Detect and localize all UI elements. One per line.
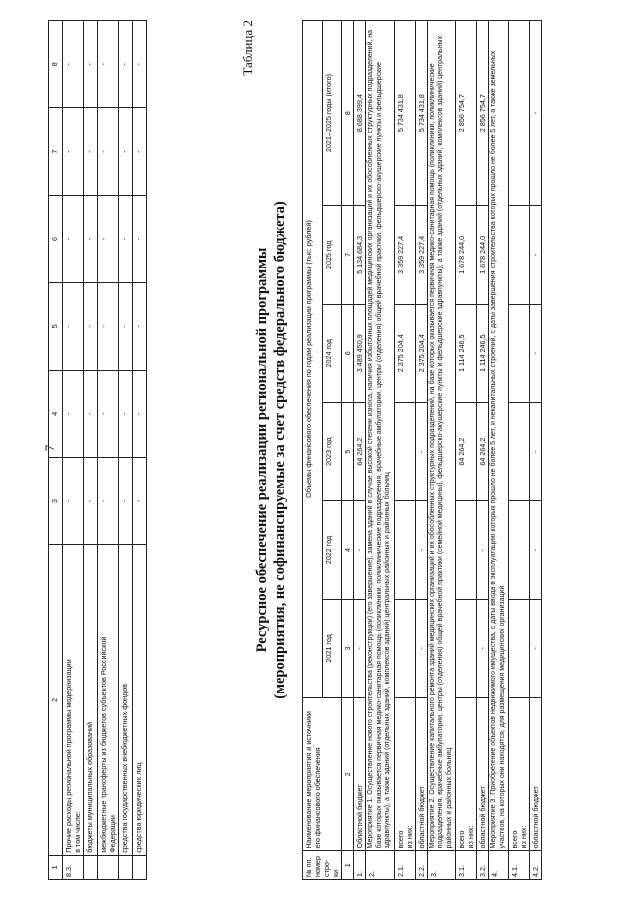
table-row: [489, 21, 509, 880]
row-number: 2.2.: [415, 851, 427, 880]
column-number: 1: [342, 851, 354, 880]
value-cell: [456, 599, 477, 697]
value-cell: [509, 402, 530, 500]
value-cell: -: [98, 370, 119, 457]
value-cell: 5 734 431,8: [415, 21, 427, 206]
value-cell: 2 375 204,4: [394, 304, 415, 402]
value-cell: -: [530, 501, 542, 599]
table-row: [84, 21, 98, 880]
row-number: 8.3.: [63, 855, 84, 879]
table-row: [98, 21, 119, 880]
table1-header-cell: 8: [49, 21, 63, 108]
column-number: 8: [342, 21, 354, 206]
row-number: [84, 855, 98, 879]
value-cell: [509, 206, 530, 304]
table-row: [119, 21, 133, 880]
value-cell: -: [63, 283, 84, 370]
table1-header-cell: 2: [49, 545, 63, 856]
table1-header-cell: 6: [49, 195, 63, 282]
measure-description: Мероприятие 2. Осуществление капитального ремонта зданий медицинских организаций и их обособленных структурных подразделений, на базе которых оказывается первичная медико-санитарная помощь (поликлиники, поликлинические подразделения, врачебные амбулатории, центры (отделения) общей врачебной практики (семейной медицины), фельдшерско-акушерские пункты и фельдшерские здравпункты), а также зданий (отдельных зданий, комплексов зданий) центральных районных и районных больниц: [427, 21, 456, 851]
column-number: 3: [342, 599, 354, 697]
value-cell: 1 678 244,0: [477, 206, 489, 304]
row-label: областной бюджет: [415, 698, 427, 851]
value-cell: -: [119, 21, 133, 108]
row-number: [98, 855, 119, 879]
value-cell: -: [415, 599, 427, 697]
value-cell: 1 678 244,0: [456, 206, 477, 304]
value-cell: -: [63, 370, 84, 457]
row-label: всего из них:: [456, 698, 477, 851]
value-cell: 1 114 246,5: [477, 304, 489, 402]
value-cell: [456, 501, 477, 599]
row-label: Прочие расходы региональной программы модернизации в том числе:: [63, 545, 84, 856]
value-cell: 64 264,2: [456, 402, 477, 500]
row-number: 4.2.: [530, 851, 542, 880]
value-cell: -: [119, 108, 133, 195]
value-cell: -: [84, 21, 98, 108]
value-cell: -: [119, 195, 133, 282]
value-cell: -: [133, 283, 147, 370]
row-number: [133, 855, 147, 879]
value-cell: -: [133, 457, 147, 544]
row-label: областной бюджет: [530, 698, 542, 851]
value-cell: -: [98, 195, 119, 282]
value-cell: -: [133, 21, 147, 108]
row-number: 2.1.: [394, 851, 415, 880]
value-cell: -: [84, 370, 98, 457]
table-row: [63, 21, 84, 880]
value-cell: 5 134 684,3: [354, 206, 366, 304]
value-cell: -: [63, 21, 84, 108]
value-cell: -: [98, 21, 119, 108]
value-cell: -: [415, 402, 427, 500]
year-header: 2021–2025 годы (итого): [322, 21, 342, 206]
table-row: [415, 21, 427, 880]
row-label: всего из них:: [509, 698, 530, 851]
value-cell: [394, 599, 415, 697]
value-cell: 8 688 399,4: [354, 21, 366, 206]
table2-header-row: [303, 21, 323, 880]
value-cell: -: [84, 108, 98, 195]
page-number: 7: [42, 444, 57, 452]
table-row: [456, 21, 477, 880]
header-group: Объемы финансового обеспечения по годам реализации программы (тыс. рублей): [303, 21, 323, 698]
row-label: бюджеты муниципальных образований: [84, 545, 98, 856]
value-cell: 3 359 227,4: [394, 206, 415, 304]
value-cell: -: [477, 599, 489, 697]
row-number: 2.: [366, 851, 395, 880]
value-cell: -: [530, 304, 542, 402]
table-row: [427, 21, 456, 880]
value-cell: -: [354, 501, 366, 599]
table-caption: Таблица 2: [240, 20, 255, 76]
value-cell: -: [530, 21, 542, 206]
table-row: [366, 21, 395, 880]
row-number: 3.1.: [456, 851, 477, 880]
value-cell: -: [477, 501, 489, 599]
value-cell: [509, 304, 530, 402]
value-cell: -: [119, 457, 133, 544]
resource-table: [302, 20, 542, 880]
table1-header-cell: 7: [49, 108, 63, 195]
value-cell: -: [98, 457, 119, 544]
table1-header-cell: 5: [49, 283, 63, 370]
row-number: 3.: [427, 851, 456, 880]
continuation-table: [48, 20, 147, 880]
rotated-page-content: [40, 10, 560, 890]
table-row: [509, 21, 530, 880]
value-cell: -: [119, 370, 133, 457]
value-cell: -: [530, 206, 542, 304]
value-cell: 64 264,2: [477, 402, 489, 500]
value-cell: 2 856 754,7: [456, 21, 477, 206]
row-label: средства государственных внебюджетных фондов: [119, 545, 133, 856]
value-cell: -: [415, 501, 427, 599]
table-row: [133, 21, 147, 880]
value-cell: [394, 402, 415, 500]
measure-description: Мероприятие 3. Приобретение объектов недвижимого имущества, с даты ввода в эксплуатацию которых прошло не более 5 лет, и некапитальных строений, с даты завершения строительства которых прошло не более 5 лет, а также земельных участков, на которых они находятся, для размещения медицинских организаций: [489, 21, 509, 851]
header-number: № пп. номер стро-ки: [303, 851, 342, 880]
table1-header-row: [49, 21, 63, 880]
table-row: [477, 21, 489, 880]
value-cell: [509, 21, 530, 206]
row-label: Областной бюджет: [354, 698, 366, 851]
value-cell: -: [63, 108, 84, 195]
value-cell: 1 114 246,5: [456, 304, 477, 402]
table-row: [354, 21, 366, 880]
value-cell: -: [133, 195, 147, 282]
value-cell: -: [354, 599, 366, 697]
row-number: 1.: [354, 851, 366, 880]
value-cell: -: [530, 599, 542, 697]
year-header: 2023 год: [322, 402, 342, 500]
column-number: 2: [342, 698, 354, 851]
year-header: 2024 год: [322, 304, 342, 402]
row-number: 3.2.: [477, 851, 489, 880]
year-header: 2022 год: [322, 501, 342, 599]
table1-header-cell: 1: [49, 855, 63, 879]
row-label: средства юридических лиц: [133, 545, 147, 856]
column-number: 7: [342, 206, 354, 304]
value-cell: -: [84, 195, 98, 282]
column-number: 5: [342, 402, 354, 500]
page-subtitle: (мероприятия, не софинансируемые за счет средств федерального бюджета): [272, 201, 288, 699]
row-number: 4.: [489, 851, 509, 880]
value-cell: [509, 599, 530, 697]
header-name: Наименование мероприятия и источники его финансового обеспечения: [303, 698, 342, 851]
value-cell: -: [63, 457, 84, 544]
value-cell: 64 264,2: [354, 402, 366, 500]
value-cell: 2 856 754,7: [477, 21, 489, 206]
value-cell: -: [98, 283, 119, 370]
value-cell: -: [84, 457, 98, 544]
row-number: [119, 855, 133, 879]
row-number: 4.1.: [509, 851, 530, 880]
year-header: 2021 год: [322, 599, 342, 697]
measure-description: Мероприятие 1. Осуществление нового строительства (реконструкции) (его завершение), замена зданий в случае высокой степени износа, наличия избыточных площадей медицинских организаций и их обособленных структурных подразделений, на базе которых оказывается первичная медико-санитарная помощь (поликлиники, поликлинические подразделения, врачебные амбулатории, центры (отделения) общей врачебной практики, фельдшерско-акушерские пункты и фельдшерские здравпункты), а также зданий (отдельных зданий, комплексов зданий) центральных районных и районных больниц: [366, 21, 395, 851]
value-cell: -: [133, 108, 147, 195]
column-number-row: [342, 21, 354, 880]
value-cell: 5 734 431,8: [394, 21, 415, 206]
value-cell: -: [98, 108, 119, 195]
row-label: всего из них:: [394, 698, 415, 851]
table1-header-cell: 3: [49, 457, 63, 544]
value-cell: [394, 501, 415, 599]
table-row: [530, 21, 542, 880]
table1-header-cell: 4: [49, 370, 63, 457]
column-number: 4: [342, 501, 354, 599]
value-cell: 3 359 227,4: [415, 206, 427, 304]
value-cell: 3 489 450,9: [354, 304, 366, 402]
value-cell: -: [119, 283, 133, 370]
page-title: Ресурсное обеспечение реализации региональной программы: [254, 247, 270, 653]
value-cell: -: [530, 402, 542, 500]
value-cell: -: [84, 283, 98, 370]
value-cell: 2 375 204,4: [415, 304, 427, 402]
column-number: 6: [342, 304, 354, 402]
value-cell: -: [133, 370, 147, 457]
value-cell: [509, 501, 530, 599]
year-header: 2025 год: [322, 206, 342, 304]
row-label: областной бюджет: [477, 698, 489, 851]
value-cell: -: [63, 195, 84, 282]
table-row: [394, 21, 415, 880]
row-label: межбюджетные трансферты из бюджетов субъектов Российской Федерации: [98, 545, 119, 856]
